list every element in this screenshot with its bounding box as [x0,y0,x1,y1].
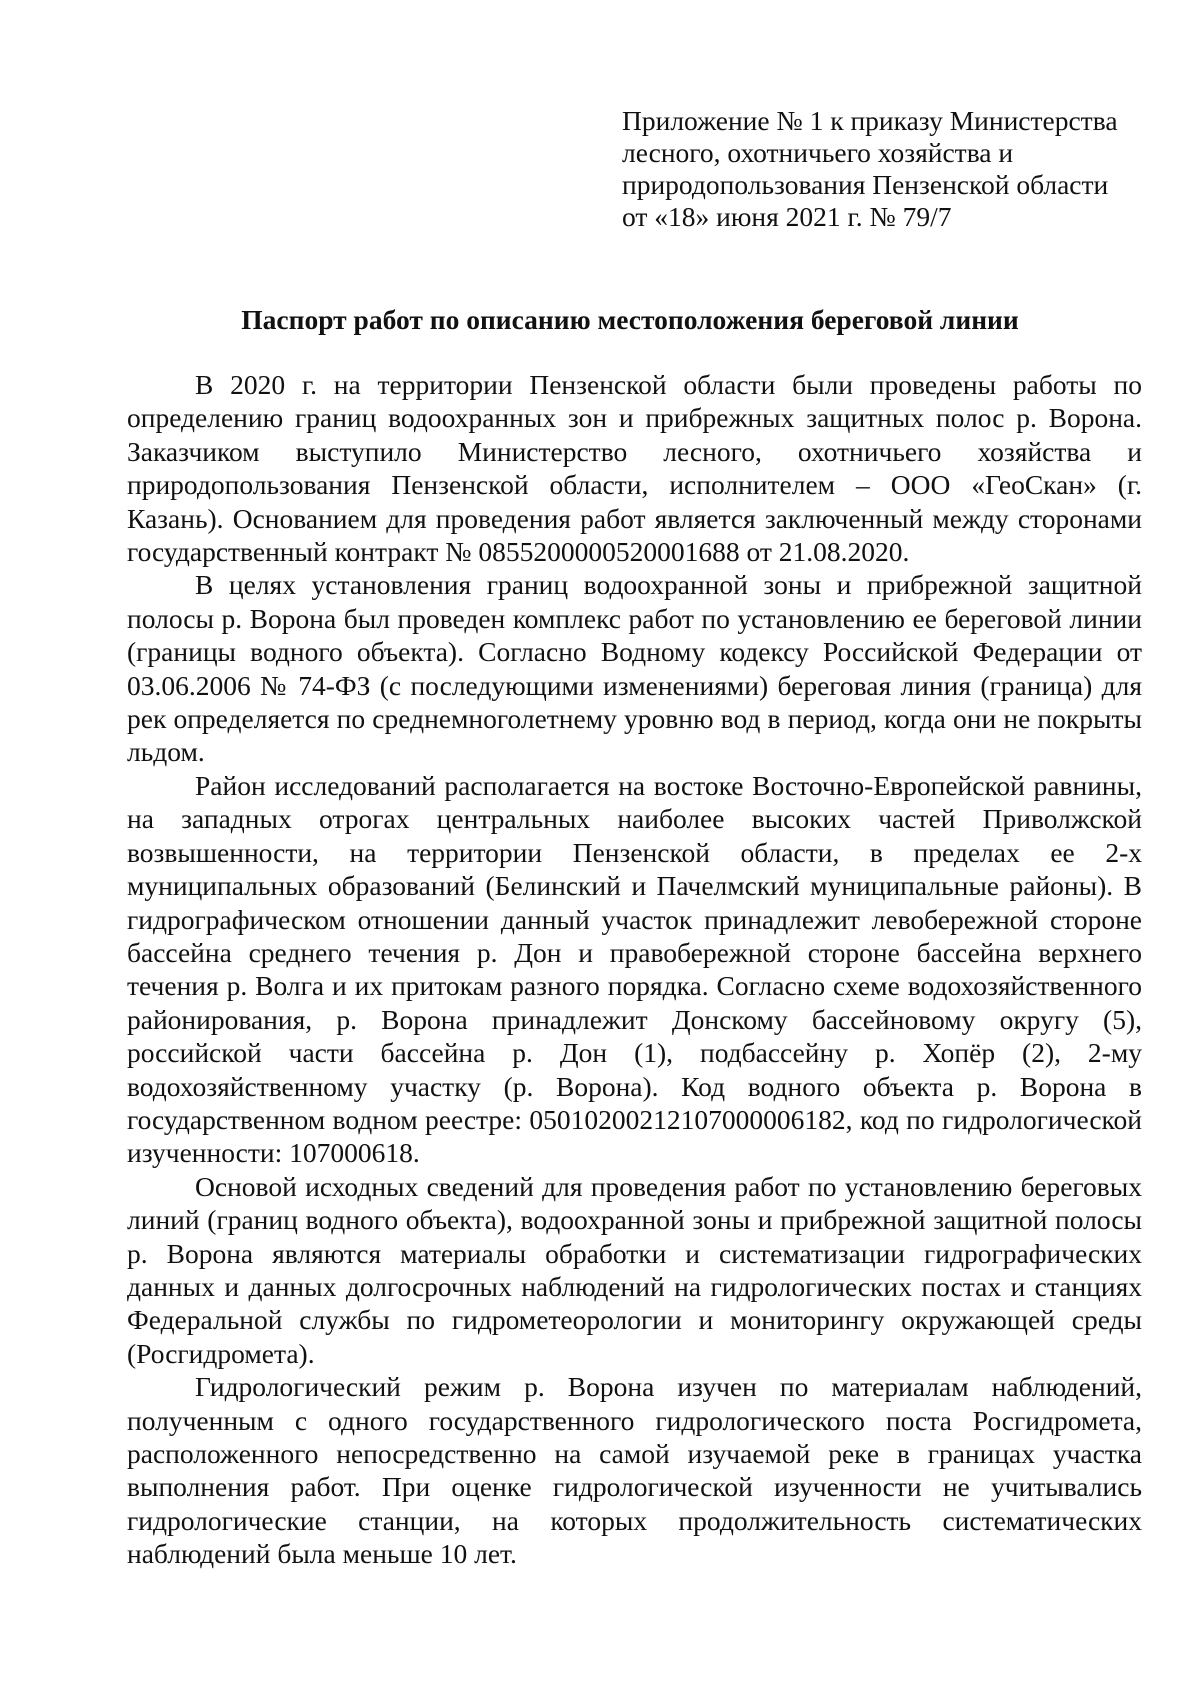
paragraph-study-area: Район исследований располагается на востоке Восточно-Европейской равнины, на западных отрогах центральных наиболее высоких частей Приволжской возвышенности, на территории Пензенской области, в пределах ее 2-х муниципальных образований (Белинский и Пачелмский муниципальные районы). В гидрографическом отношении данный участок принадлежит левобережной стороне бассейна среднего течения р. Дон и правобережной стороне бассейна верхнего течения р. Волга и их притокам разного порядка. Согласно схеме водохозяйственного районирования, р. Ворона принадлежит Донскому бассейновому округу (5), российской части бассейна р. Дон (1), подбассейну р. Хопёр (2), 2-му водохозяйственному участку (р. Ворона). Код водного объекта р. Ворона в государственном водном реестре: 05010200212107000006182, код по гидрологической изученности: 107000618. [127,769,1142,1169]
appendix-line: от «18» июня 2021 г. № 79/7 [622,201,952,232]
appendix-header [622,105,1142,233]
document-title: Паспорт работ по описанию местоположения береговой линии [241,304,1019,335]
appendix-line: лесного, охотничьего хозяйства и [622,137,1014,168]
paragraph-data-sources: Основой исходных сведений для проведения работ по установлению береговых линий (границ водного объекта), водоохранной зоны и прибрежной защитной полосы р. Ворона являются материалы обработки и систематизации гидрографических данных и данных долгосрочных наблюдений на гидрологических постах и станциях Федеральной службы по гидрометеорологии и мониторингу окружающей среды (Росгидромета). [127,1170,1142,1369]
document-body [127,368,1142,1571]
appendix-line: Приложение № 1 к приказу Министерства [622,105,1118,136]
paragraph-hydrology: Гидрологический режим р. Ворона изучен по материалам наблюдений, полученным с одного государственного гидрологического поста Росгидромета, расположенного непосредственно на самой изучаемой реке в границах участка выполнения работ. При оценке гидрологической изученности не учитывались гидрологические станции, на которых продолжительность систематических наблюдений была меньше 10 лет. [127,1371,1142,1570]
paragraph-intro: В 2020 г. на территории Пензенской области были проведены работы по определению границ водоохранных зон и прибрежных защитных полос р. Ворона. Заказчиком выступило Министерство лесного, охотничьего хозяйства и природопользования Пензенской области, исполнителем – ООО «ГеоСкан» (г. Казань). Основанием для проведения работ является заключенный между сторонами государственный контракт № 0855200000520001688 от 21.08.2020. [127,369,1142,568]
appendix-line: природопользования Пензенской области [622,169,1109,200]
paragraph-shoreline: В целях установления границ водоохранной зоны и прибрежной защитной полосы р. Ворона был проведен комплекс работ по установлению ее береговой линии (границы водного объекта). Согласно Водному кодексу Российской Федерации от 03.06.2006 № 74-ФЗ (с последующими изменениями) береговая линия (граница) для рек определяется по среднемноголетнему уровню вод в период, когда они не покрыты льдом. [127,569,1142,768]
